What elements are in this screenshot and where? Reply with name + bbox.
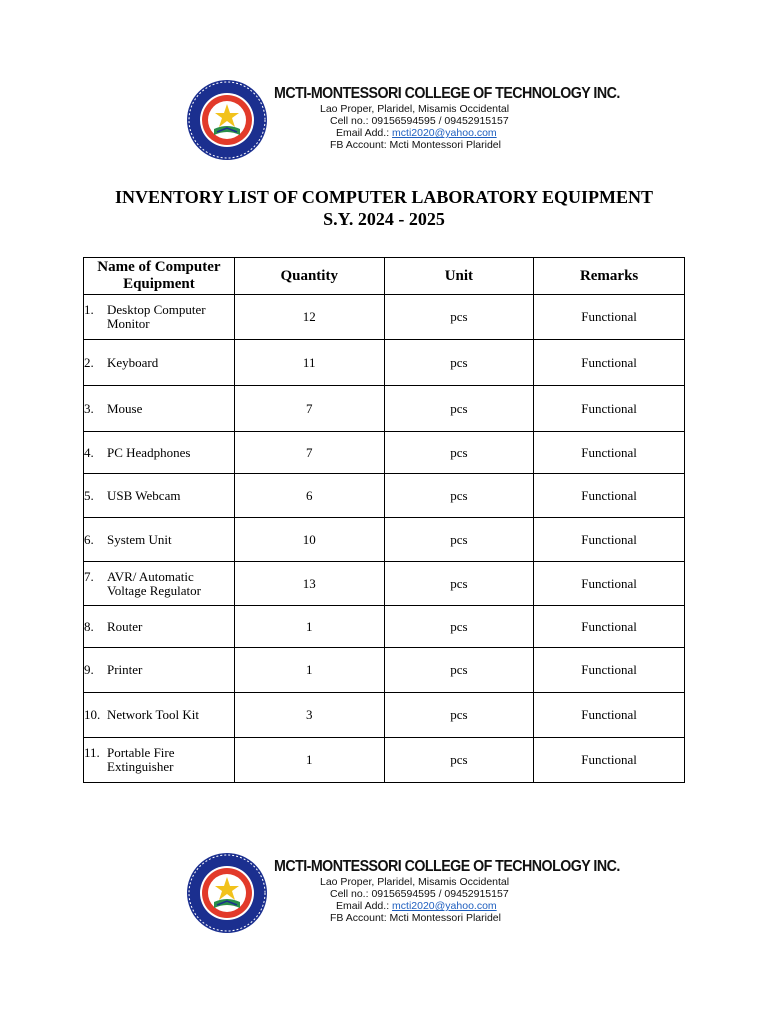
quantity-cell: 7 bbox=[234, 432, 384, 474]
row-number: 11. bbox=[84, 745, 100, 760]
unit-cell: pcs bbox=[384, 474, 534, 518]
table-header-row bbox=[84, 258, 685, 295]
document-title: INVENTORY LIST OF COMPUTER LABORATORY EQUIPMENT bbox=[115, 187, 653, 207]
school-address: Lao Proper, Plaridel, Misamis Occidental bbox=[320, 103, 510, 115]
unit-cell: pcs bbox=[384, 738, 534, 783]
school-seal-logo bbox=[186, 852, 268, 934]
letterhead-top bbox=[186, 79, 620, 161]
quantity-cell: 1 bbox=[234, 606, 384, 648]
equipment-name: Mouse bbox=[107, 400, 143, 416]
unit-cell: pcs bbox=[384, 562, 534, 606]
school-year: S.Y. 2024 - 2025 bbox=[323, 209, 445, 229]
table-row bbox=[84, 432, 685, 474]
equipment-name: Portable Fire Extinguisher bbox=[107, 745, 175, 774]
school-name: MCTI-MONTESSORI COLLEGE OF TECHNOLOGY INC. bbox=[274, 85, 620, 102]
row-number: 1. bbox=[84, 302, 94, 317]
equipment-name: Printer bbox=[107, 662, 143, 677]
fb-label: FB Account: bbox=[330, 139, 390, 151]
quantity-cell: 3 bbox=[234, 693, 384, 738]
row-number: 3. bbox=[84, 400, 94, 416]
school-name: MCTI-MONTESSORI COLLEGE OF TECHNOLOGY INC. bbox=[274, 858, 620, 875]
row-number: 4. bbox=[84, 444, 94, 460]
equipment-name: Network Tool Kit bbox=[107, 707, 200, 722]
unit-cell: pcs bbox=[384, 432, 534, 474]
row-number: 7. bbox=[84, 568, 94, 584]
table-row bbox=[84, 738, 685, 783]
header-unit: Unit bbox=[384, 258, 534, 295]
fb-account bbox=[274, 139, 586, 151]
email-label: Email Add.: bbox=[336, 127, 393, 139]
row-number: 6. bbox=[84, 531, 94, 547]
quantity-cell: 12 bbox=[234, 295, 384, 340]
row-number: 2. bbox=[84, 354, 94, 370]
quantity-cell: 1 bbox=[234, 648, 384, 693]
remarks-cell: Functional bbox=[534, 432, 685, 474]
remarks-cell: Functional bbox=[534, 518, 685, 562]
header-name: Name of Computer Equipment bbox=[84, 258, 235, 295]
email-label: Email Add.: bbox=[336, 900, 393, 912]
equipment-name: USB Webcam bbox=[107, 487, 181, 503]
remarks-cell: Functional bbox=[534, 340, 685, 386]
school-seal-logo bbox=[186, 79, 268, 161]
cell-value: 09156594595 / 09452915157 bbox=[371, 888, 509, 900]
equipment-name: PC Headphones bbox=[107, 444, 191, 460]
row-number: 9. bbox=[84, 662, 94, 677]
unit-cell: pcs bbox=[384, 295, 534, 340]
equipment-name: AVR/ Automatic Voltage Regulator bbox=[107, 568, 201, 598]
equipment-name: Desktop Computer Monitor bbox=[107, 302, 206, 331]
cell-numbers bbox=[274, 888, 586, 900]
email-line bbox=[274, 900, 586, 912]
table-row bbox=[84, 562, 685, 606]
remarks-cell: Functional bbox=[534, 295, 685, 340]
quantity-cell: 10 bbox=[234, 518, 384, 562]
fb-value: Mcti Montessori Plaridel bbox=[389, 912, 501, 924]
unit-cell: pcs bbox=[384, 518, 534, 562]
email-link[interactable]: mcti2020@yahoo.com bbox=[392, 127, 497, 139]
remarks-cell: Functional bbox=[534, 606, 685, 648]
table-row bbox=[84, 648, 685, 693]
fb-value: Mcti Montessori Plaridel bbox=[389, 139, 501, 151]
row-number: 10. bbox=[84, 707, 101, 722]
cell-label: Cell no.: bbox=[330, 115, 372, 127]
cell-value: 09156594595 / 09452915157 bbox=[371, 115, 509, 127]
equipment-name: Router bbox=[107, 618, 143, 634]
quantity-cell: 13 bbox=[234, 562, 384, 606]
unit-cell: pcs bbox=[384, 693, 534, 738]
email-link[interactable]: mcti2020@yahoo.com bbox=[392, 900, 497, 912]
remarks-cell: Functional bbox=[534, 386, 685, 432]
inventory-table bbox=[83, 257, 685, 783]
header-quantity: Quantity bbox=[234, 258, 384, 295]
row-number: 8. bbox=[84, 618, 94, 634]
table-row bbox=[84, 474, 685, 518]
equipment-name: System Unit bbox=[107, 531, 172, 547]
table-row bbox=[84, 606, 685, 648]
equipment-name: Keyboard bbox=[107, 354, 159, 370]
cell-numbers bbox=[274, 115, 586, 127]
unit-cell: pcs bbox=[384, 606, 534, 648]
table-row bbox=[84, 295, 685, 340]
unit-cell: pcs bbox=[384, 386, 534, 432]
table-row bbox=[84, 386, 685, 432]
cell-label: Cell no.: bbox=[330, 888, 372, 900]
table-row bbox=[84, 693, 685, 738]
letterhead-bottom bbox=[186, 852, 620, 934]
quantity-cell: 7 bbox=[234, 386, 384, 432]
fb-account bbox=[274, 912, 586, 924]
remarks-cell: Functional bbox=[534, 648, 685, 693]
table-row bbox=[84, 340, 685, 386]
quantity-cell: 1 bbox=[234, 738, 384, 783]
school-address: Lao Proper, Plaridel, Misamis Occidental bbox=[320, 876, 510, 888]
unit-cell: pcs bbox=[384, 340, 534, 386]
quantity-cell: 11 bbox=[234, 340, 384, 386]
remarks-cell: Functional bbox=[534, 738, 685, 783]
remarks-cell: Functional bbox=[534, 562, 685, 606]
header-remarks: Remarks bbox=[534, 258, 685, 295]
unit-cell: pcs bbox=[384, 648, 534, 693]
remarks-cell: Functional bbox=[534, 474, 685, 518]
email-line bbox=[274, 127, 586, 139]
remarks-cell: Functional bbox=[534, 693, 685, 738]
row-number: 5. bbox=[84, 487, 94, 503]
quantity-cell: 6 bbox=[234, 474, 384, 518]
fb-label: FB Account: bbox=[330, 912, 390, 924]
table-row bbox=[84, 518, 685, 562]
